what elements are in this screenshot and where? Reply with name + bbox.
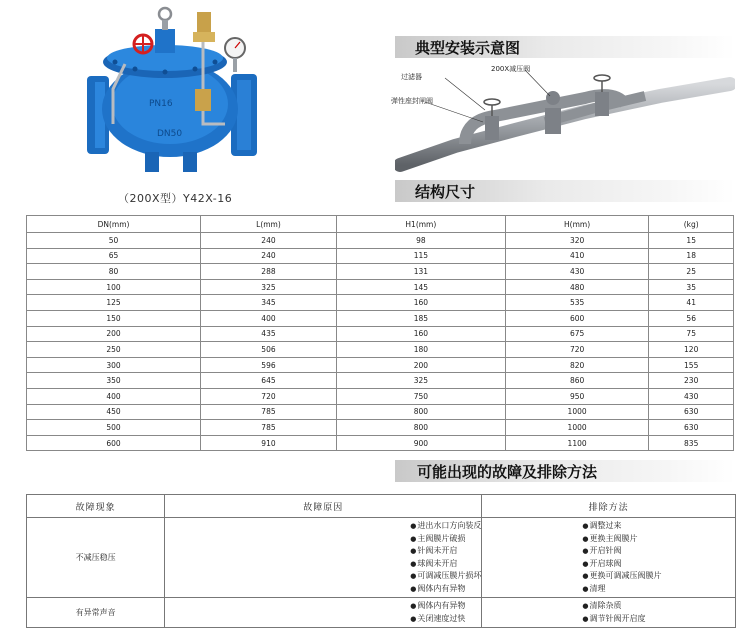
dimension-row: [27, 388, 734, 404]
dimension-cell: 288: [201, 264, 337, 280]
dimension-cell: 800: [336, 420, 505, 436]
dimension-row: [27, 326, 734, 342]
dimension-cell: 430: [649, 388, 734, 404]
cause-item: ● 阀体内有异物: [410, 583, 481, 596]
dimension-header-cell: (kg): [649, 216, 734, 233]
dimension-cell: 75: [649, 326, 734, 342]
dimension-cell: 125: [27, 295, 201, 311]
dimension-row: [27, 295, 734, 311]
dimension-cell: 750: [336, 388, 505, 404]
dimension-row: [27, 264, 734, 280]
dimension-row: [27, 310, 734, 326]
dimension-table: [26, 215, 734, 451]
dimension-row: [27, 435, 734, 451]
dimension-cell: 120: [649, 342, 734, 358]
dimension-cell: 835: [649, 435, 734, 451]
dimension-header-cell: H(mm): [505, 216, 649, 233]
dimension-cell: 675: [505, 326, 649, 342]
dimension-cell: 345: [201, 295, 337, 311]
dimension-cell: 56: [649, 310, 734, 326]
dimension-cell: 160: [336, 295, 505, 311]
fault-row: [27, 598, 736, 628]
fix-item: ● 更换主阀膜片: [582, 533, 735, 546]
product-caption: （200X型）Y42X-16: [118, 192, 233, 205]
fix-list: [482, 598, 735, 627]
dimension-cell: 150: [27, 310, 201, 326]
dimension-cell: 180: [336, 342, 505, 358]
dimension-cell: 25: [649, 264, 734, 280]
dimension-cell: 98: [336, 233, 505, 249]
dimension-cell: 860: [505, 373, 649, 389]
dimension-header-cell: DN(mm): [27, 216, 201, 233]
dimension-cell: 1100: [505, 435, 649, 451]
dimension-cell: 900: [336, 435, 505, 451]
label-reducer: 200X减压阀: [491, 65, 531, 73]
fault-header-cause: 故障原因: [165, 495, 482, 518]
dimension-cell: 325: [336, 373, 505, 389]
dimension-cell: 115: [336, 248, 505, 264]
dimension-cell: 325: [201, 279, 337, 295]
dimension-cell: 450: [27, 404, 201, 420]
dimension-cell: 630: [649, 404, 734, 420]
install-diagram: [391, 60, 735, 178]
dimension-row: [27, 357, 734, 373]
cause-item: ● 球阀未开启: [410, 558, 481, 571]
dimension-cell: 506: [201, 342, 337, 358]
dimension-cell: 500: [27, 420, 201, 436]
dimension-row: [27, 373, 734, 389]
fix-item: ● 更换可调减压阀膜片: [582, 570, 735, 583]
cause-item: ● 可调减压膜片损坏: [410, 570, 481, 583]
cause-list: [165, 598, 481, 627]
dimension-header-row: [27, 216, 734, 233]
cause-list: [165, 518, 481, 597]
cause-item: ● 主阀膜片破损: [410, 533, 481, 546]
dimension-cell: 350: [27, 373, 201, 389]
dimension-cell: 41: [649, 295, 734, 311]
dimension-row: [27, 248, 734, 264]
fix-item: ● 开启针阀: [582, 545, 735, 558]
fix-item: ● 调节针阀开启度: [582, 613, 735, 626]
fix-item: ● 清除杂质: [582, 600, 735, 613]
dimension-cell: 160: [336, 326, 505, 342]
fault-header-fix: 排除方法: [482, 495, 736, 518]
dimension-cell: 785: [201, 420, 337, 436]
dimension-row: [27, 420, 734, 436]
dimension-row: [27, 233, 734, 249]
dimension-cell: 435: [201, 326, 337, 342]
dimension-cell: 600: [505, 310, 649, 326]
fix-item: ● 调整过来: [582, 520, 735, 533]
dimension-cell: 785: [201, 404, 337, 420]
dimension-header-cell: L(mm): [201, 216, 337, 233]
label-filter: 过滤器: [401, 73, 422, 81]
dimension-cell: 80: [27, 264, 201, 280]
dimension-cell: 185: [336, 310, 505, 326]
dimension-cell: 430: [505, 264, 649, 280]
fault-table: [26, 494, 736, 628]
dimension-cell: 950: [505, 388, 649, 404]
body-text-2: DN50: [157, 129, 183, 139]
dimension-cell: 18: [649, 248, 734, 264]
dimension-cell: 300: [27, 357, 201, 373]
dimension-cell: 320: [505, 233, 649, 249]
dimension-cell: 400: [27, 388, 201, 404]
dimension-cell: 720: [201, 388, 337, 404]
cause-item: ● 关闭速度过快: [410, 613, 481, 626]
dimension-cell: 910: [201, 435, 337, 451]
product-image: [85, 4, 275, 179]
dimension-cell: 400: [201, 310, 337, 326]
dimension-cell: 50: [27, 233, 201, 249]
dimension-cell: 65: [27, 248, 201, 264]
dimension-cell: 230: [649, 373, 734, 389]
dimension-cell: 35: [649, 279, 734, 295]
dimension-row: [27, 404, 734, 420]
install-section-title: 典型安装示意图: [395, 36, 735, 58]
dimension-cell: 645: [201, 373, 337, 389]
dimension-row: [27, 342, 734, 358]
dimension-cell: 800: [336, 404, 505, 420]
dimension-cell: 15: [649, 233, 734, 249]
fault-symptom: 有异常声音: [27, 598, 165, 628]
dimension-cell: 200: [27, 326, 201, 342]
dimension-cell: 145: [336, 279, 505, 295]
fault-section-title: 可能出现的故障及排除方法: [395, 460, 735, 482]
dimension-cell: 155: [649, 357, 734, 373]
dimension-cell: 600: [27, 435, 201, 451]
fault-header-symptom: 故障现象: [27, 495, 165, 518]
dimension-cell: 1000: [505, 420, 649, 436]
dimension-cell: 240: [201, 233, 337, 249]
cause-item: ● 针阀未开启: [410, 545, 481, 558]
fault-symptom: 不减压稳压: [27, 518, 165, 598]
fix-list: [482, 518, 735, 597]
dimension-cell: 250: [27, 342, 201, 358]
structure-section-title: 结构尺寸: [395, 180, 735, 202]
dimension-cell: 100: [27, 279, 201, 295]
dimension-cell: 410: [505, 248, 649, 264]
dimension-header-cell: H1(mm): [336, 216, 505, 233]
dimension-cell: 720: [505, 342, 649, 358]
fix-item: ● 开启球阀: [582, 558, 735, 571]
body-text-1: PN16: [149, 99, 173, 109]
dimension-cell: 1000: [505, 404, 649, 420]
dimension-cell: 596: [201, 357, 337, 373]
dimension-cell: 200: [336, 357, 505, 373]
cause-item: ● 进出水口方向装反: [410, 520, 481, 533]
cause-item: ● 阀体内有异物: [410, 600, 481, 613]
dimension-cell: 820: [505, 357, 649, 373]
dimension-cell: 630: [649, 420, 734, 436]
dimension-cell: 240: [201, 248, 337, 264]
dimension-cell: 535: [505, 295, 649, 311]
dimension-cell: 480: [505, 279, 649, 295]
dimension-cell: 131: [336, 264, 505, 280]
label-seat-valve: 弹性座封闸阀: [391, 97, 433, 105]
fix-item: ● 清理: [582, 583, 735, 596]
fault-row: [27, 518, 736, 598]
dimension-row: [27, 279, 734, 295]
